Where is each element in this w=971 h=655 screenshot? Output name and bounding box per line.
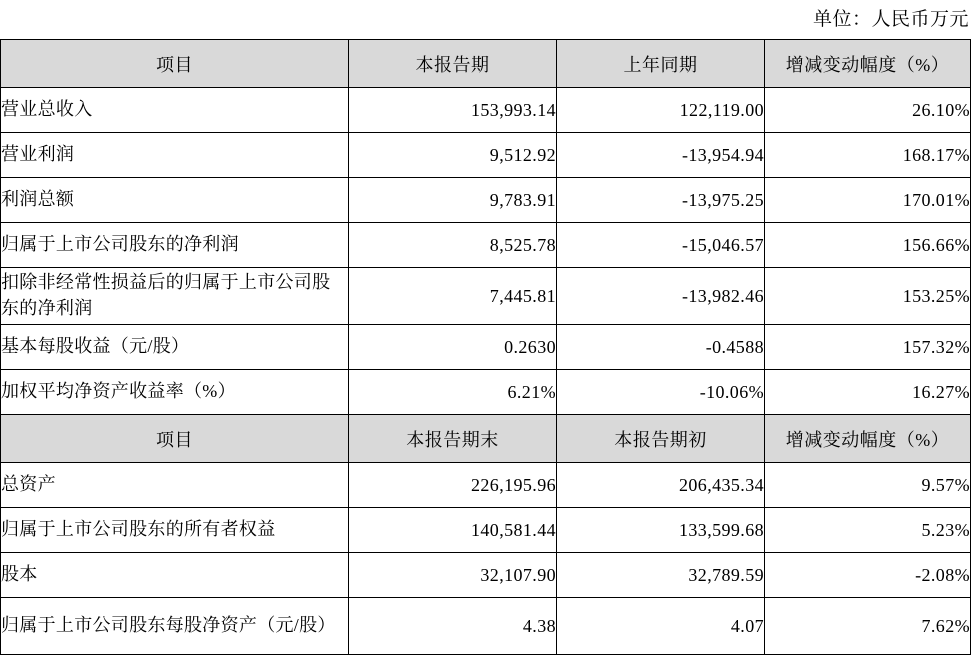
row-label: 股本 bbox=[1, 553, 349, 598]
row-value-change: 153.25% bbox=[765, 268, 971, 325]
row-value-change: 7.62% bbox=[765, 598, 971, 655]
table-row bbox=[1, 553, 971, 598]
financial-summary-table bbox=[0, 39, 971, 655]
row-value-change: 16.27% bbox=[765, 370, 971, 415]
row-label: 归属于上市公司股东的净利润 bbox=[1, 223, 349, 268]
table-row bbox=[1, 178, 971, 223]
column-header-period-begin: 本报告期初 bbox=[557, 415, 765, 463]
row-value-current: 0.2630 bbox=[349, 325, 557, 370]
row-value-change: 26.10% bbox=[765, 88, 971, 133]
table-row bbox=[1, 268, 971, 325]
row-label: 总资产 bbox=[1, 463, 349, 508]
row-value-prior: -13,982.46 bbox=[557, 268, 765, 325]
column-header-item: 项目 bbox=[1, 40, 349, 88]
column-header-prior-period: 上年同期 bbox=[557, 40, 765, 88]
row-label: 加权平均净资产收益率（%） bbox=[1, 370, 349, 415]
table-row bbox=[1, 508, 971, 553]
row-value-change: 5.23% bbox=[765, 508, 971, 553]
row-value-period-end: 140,581.44 bbox=[349, 508, 557, 553]
row-value-change: 157.32% bbox=[765, 325, 971, 370]
row-value-prior: 122,119.00 bbox=[557, 88, 765, 133]
row-value-current: 8,525.78 bbox=[349, 223, 557, 268]
table-row bbox=[1, 370, 971, 415]
row-value-current: 153,993.14 bbox=[349, 88, 557, 133]
row-value-current: 6.21% bbox=[349, 370, 557, 415]
row-label: 扣除非经常性损益后的归属于上市公司股东的净利润 bbox=[1, 268, 349, 325]
column-header-current-period: 本报告期 bbox=[349, 40, 557, 88]
table-row bbox=[1, 598, 971, 655]
table-row bbox=[1, 463, 971, 508]
row-value-period-end: 4.38 bbox=[349, 598, 557, 655]
row-value-current: 9,512.92 bbox=[349, 133, 557, 178]
row-label: 基本每股收益（元/股） bbox=[1, 325, 349, 370]
column-header-change-rate: 增减变动幅度（%） bbox=[765, 415, 971, 463]
row-value-change: 156.66% bbox=[765, 223, 971, 268]
row-value-period-begin: 32,789.59 bbox=[557, 553, 765, 598]
table-row bbox=[1, 223, 971, 268]
row-value-prior: -13,975.25 bbox=[557, 178, 765, 223]
row-value-change: 170.01% bbox=[765, 178, 971, 223]
table-header-row-balance bbox=[1, 415, 971, 463]
row-value-period-begin: 4.07 bbox=[557, 598, 765, 655]
row-value-prior: -0.4588 bbox=[557, 325, 765, 370]
row-label: 归属于上市公司股东每股净资产（元/股） bbox=[1, 598, 349, 655]
row-label: 营业总收入 bbox=[1, 88, 349, 133]
row-value-prior: -10.06% bbox=[557, 370, 765, 415]
row-value-period-begin: 206,435.34 bbox=[557, 463, 765, 508]
row-value-period-end: 32,107.90 bbox=[349, 553, 557, 598]
row-label: 归属于上市公司股东的所有者权益 bbox=[1, 508, 349, 553]
row-label: 营业利润 bbox=[1, 133, 349, 178]
table-row bbox=[1, 88, 971, 133]
table-row bbox=[1, 133, 971, 178]
row-value-change: 9.57% bbox=[765, 463, 971, 508]
column-header-period-end: 本报告期末 bbox=[349, 415, 557, 463]
unit-note: 单位：人民币万元 bbox=[812, 9, 969, 30]
row-value-period-end: 226,195.96 bbox=[349, 463, 557, 508]
row-value-period-begin: 133,599.68 bbox=[557, 508, 765, 553]
row-value-change: 168.17% bbox=[765, 133, 971, 178]
table-header-row-period bbox=[1, 40, 971, 88]
row-value-current: 7,445.81 bbox=[349, 268, 557, 325]
row-label: 利润总额 bbox=[1, 178, 349, 223]
column-header-item: 项目 bbox=[1, 415, 349, 463]
row-value-change: -2.08% bbox=[765, 553, 971, 598]
row-value-prior: -13,954.94 bbox=[557, 133, 765, 178]
row-value-current: 9,783.91 bbox=[349, 178, 557, 223]
row-value-prior: -15,046.57 bbox=[557, 223, 765, 268]
table-row bbox=[1, 325, 971, 370]
column-header-change-rate: 增减变动幅度（%） bbox=[765, 40, 971, 88]
